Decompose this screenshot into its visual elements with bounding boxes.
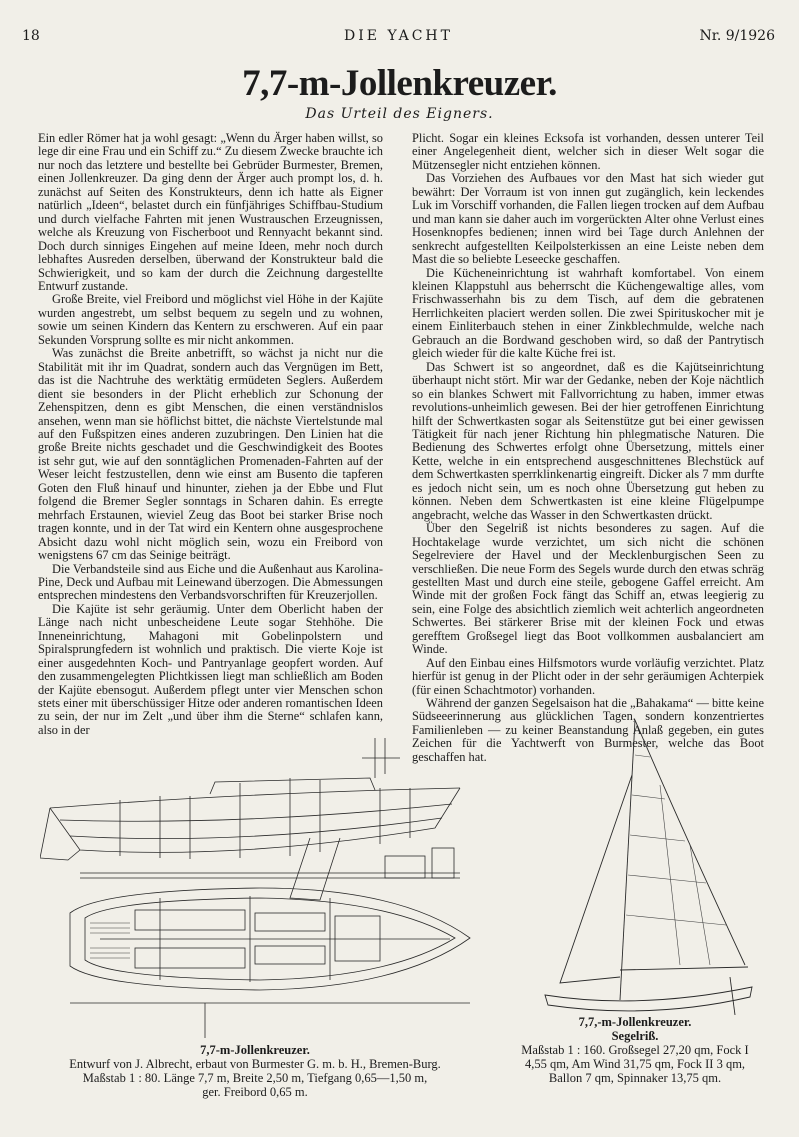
sail-caption	[480, 1015, 790, 1085]
sail-caption-title: 7,7,-m-Jollenkreuzer.	[578, 1015, 692, 1029]
paragraph: Die Kücheneinrichtung ist wahrhaft komfortabel. Von einem kleinen Klappstuhl aus beherrscht die Küchengewaltige alles, vom Frischwasserhahn bis zu dem Tisch, auf dem die gebratenen Herrlichkeiten placiert werden sollen. Die zwei Spirituskocher mit je einem Einliterbauch stehen in einer Zinkblechmulde, welche nach Gebrauch an die Bordwand geschoben wird, so daß der Pantrytisch gleich wieder für die kalte Küche frei ist.	[412, 265, 764, 361]
paragraph: Über den Segelriß ist nichts besonderes zu sagen. Auf die Hochtakelage wurde verzichtet, um sich nicht die schönen Segelreviere der Havel und der Mecklenburgischen Seen zu verschließen. Die neue Form des Segels wurde durch den etwas schräg gestellten Mast und durch eine steile, gebogene Gaffel erreicht. Am Winde mit der großen Fock fängt das Schiff an, etwas leegierig zu sein, eine Folge des absichtlich ziemlich weit achterlich angeordneten Schwertes. Bei stärkerer Brise mit der kleinen Fock und etwas gerefftem Großsegel liegt das Boot vollkommen ausbalanciert am Winde.	[412, 521, 764, 657]
article-title: 7,7-m-Jollenkreuzer.	[242, 63, 557, 104]
paragraph: Die Kajüte ist sehr geräumig. Unter dem Oberlicht haben der Länge nach nicht unbescheidene Leute sogar Stehhöhe. Die Inneneinrichtung, Mahagoni mit Gobelinpolstern und Spiralsprungfedern ist wohnlich und praktisch. Die vierte Koje ist einer ausgedehnten Koch- und Pantryanlage geopfert worden. Auf den zusammengelegten Plichtkissen liegt man schließlich am Boden der Kajüte ebensogut. Außerdem pflegt unter vier Menschen schon stets einer mit überschüssiger Hitze oder anderen romantischen Ideen zu sein, der nur im Zelt „und über ihm die Sterne“ schlafen kann, also in der	[38, 601, 383, 737]
paragraph: Die Verbandsteile sind aus Eiche und die Außenhaut aus Karolina-Pine, Deck und Aufbau mit Leinewand überzogen. Die Abmessungen entsprechen mindestens den Verbandsvorschriften für Kreuzerjollen.	[38, 561, 383, 603]
paragraph: Plicht. Sogar ein kleines Ecksofa ist vorhanden, dessen unterer Teil einer Angelegenheit dient, welcher sich in dieser Welt sogar die Mützensegler nicht entziehen können.	[412, 131, 764, 172]
sail-plan-drawing	[520, 715, 770, 1040]
text-column-right	[412, 132, 764, 764]
issue-number: Nr. 9/1926	[699, 28, 775, 44]
sail-caption-line: Maßstab 1 : 160. Großsegel 27,20 qm, Fock I	[521, 1043, 749, 1057]
construction-plan-drawing	[40, 738, 480, 1038]
plan-caption-line: ger. Freibord 0,65 m.	[202, 1085, 308, 1099]
sail-caption-line: Ballon 7 qm, Spinnaker 13,75 qm.	[548, 1071, 722, 1085]
paragraph: Das Schwert ist so angeordnet, daß es die Kajütseinrichtung überhaupt nicht stört. Mir war der Gedanke, neben der Koje nächtlich so ein blankes Schwert mit Fallvorrichtung zu haben, immer etwas revolutions-unheimlich gewesen. Bei der hier getroffenen Einrichtung hilft der Schwertkasten sogar als Seitenstütze gut bei einer gewissen Tätigkeit für nach jener Richtung hin phlegmatische Naturen. Die Bedienung des Schwertes erfolgt ohne Übersetzung, mittels einer Kette, welche in ein entsprechend ausgeschnittenes Blechstück auf dem Schwertkasten sperrklinkenartig eingreift. Dicker als 7 mm durfte es jedoch nicht sein, um es noch ohne Übersetzung gut heben zu können. Neben dem Schwertkasten ist eine kleine Flügelpumpe angebracht, welche das Wasser in den Schwertkasten drückt.	[412, 359, 764, 522]
page-header	[22, 28, 775, 52]
paragraph: Ein edler Römer hat ja wohl gesagt: „Wenn du Ärger haben willst, so lege dir eine Frau und ein Schiff zu.“ Zu diesem Zwecke brauchte ich nur noch das letztere und bestellte bei Gebrüder Burmester, Bremen, einen Jollenkreuzer. Da ging denn der Ärger auch prompt los, d. h. zunächst auf Seiten des Konstrukteurs, denn ich hatte als Eigner natürlich „Ideen“, belastet durch ein fünfjähriges Schiffbau-Studium und durch vielfache Fahrten mit jenen Wustrauschen Erzeugnissen, welche als Kreuzung von Fischerboot und Rennyacht bekannt sind. Doch durch sinniges Eingehen auf meine Ideen, mehr noch durch lebhaftes Ausreden derselben, überwand der Konstrukteur bald die Schwierigkeit, und so kam der durch die Zeichnung dargestellte Entwurf zustande.	[38, 131, 383, 293]
sail-caption-subtitle: Segelriß.	[611, 1029, 659, 1043]
sail-caption-line: 4,55 qm, Am Wind 31,75 qm, Fock II 3 qm,	[524, 1057, 746, 1071]
journal-title: DIE YACHT	[344, 28, 453, 44]
article-subtitle: Das Urteil des Eigners.	[305, 106, 494, 122]
paragraph: Während der ganzen Segelsaison hat die „Bahakama“ — bitte keine Südseeerinnerung aus glücklichen Tagen, sondern konzentriertes Familienleben — zu keiner Beanstandung Anlaß gegeben, ein gutes Zeichen für die Yachtwerft von Burmester, welche das Boot geschaffen hat.	[412, 696, 764, 764]
plan-caption-line: Entwurf von J. Albrecht, erbaut von Burmester G. m. b. H., Bremen-Burg.	[69, 1057, 441, 1071]
text-column-left	[38, 132, 383, 737]
sail-plan-svg	[520, 715, 770, 1040]
construction-plan-svg	[40, 738, 480, 1038]
plan-caption-line: Maßstab 1 : 80. Länge 7,7 m, Breite 2,50 m, Tiefgang 0,65—1,50 m,	[82, 1071, 428, 1085]
plan-caption-title: 7,7-m-Jollenkreuzer.	[200, 1043, 310, 1057]
paragraph: Das Vorziehen des Aufbaues vor den Mast hat sich wieder gut bewährt: Der Vorraum ist von innen gut zugänglich, kein leckendes Luk im Vorschiff vorhanden, die Fallen liegen trocken auf dem Aufbau und man kann sie daher auch im vorgerückten Alter ohne Verlust eines Hosenknopfes bedienen; innen wird bei Tage durch Anlehnen der senkrecht aufgestellten Keilpolsterkissen an eine Leiste neben dem Mast die so beliebte Leseecke geschaffen.	[412, 171, 765, 267]
paragraph: Große Breite, viel Freibord und möglichst viel Höhe in der Kajüte wurden angestrebt, um selbst bequem zu segeln und zu wohnen, sowie um seinen Kindern das Kentern zu erschweren. Auf ein paar Sekunden Vorsprung sollte es mir nicht ankommen.	[38, 292, 383, 347]
paragraph: Was zunächst die Breite anbetrifft, so wächst ja nicht nur die Stabilität mit ihr im Quadrat, sondern auch das Vergnügen im Bett, das ist die Nachtruhe des werktätig ermüdeten Seglers. Außerdem dient sie besonders in der Plicht erheblich zur Schonung der Zehenspitzen, denn es gibt Menschen, die einen verständnislos ansehen, wenn man sie höflichst bittet, die nächste Viertelstunde mal auf den Fußspitzen eines anderen zuzubringen. Den Linien hat die große Breite nichts geschadet und die Geschwindigkeit des Bootes ist sehr gut, wie auf den sonntäglichen Promenaden-Fahrten auf der Weser leicht festzustellen, denn wie einst am Busento die tapferen Goten den Fluß hinauf und hinunter, ziehen ja der Ebbe und Flut folgend die Bremer Segler sonntags in Scharen dahin. Es erregte mehrfach Erstaunen, wieviel Zeug das Boot bei starker Brise noch tragen konnte, und in der Tat wird ein Kentern ohne ausgesprochene Absicht dazu wohl nicht möglich sein, wozu ein Freibord von wenigstens 67 cm das Seinige beiträgt.	[38, 346, 383, 563]
paragraph: Auf den Einbau eines Hilfsmotors wurde vorläufig verzichtet. Platz hierfür ist genug in der Plicht oder in der sehr geräumigen Achterpiek (für einen Schachtmotor) vorhanden.	[412, 655, 764, 697]
page-number: 18	[22, 28, 40, 44]
plan-caption	[20, 1043, 490, 1099]
